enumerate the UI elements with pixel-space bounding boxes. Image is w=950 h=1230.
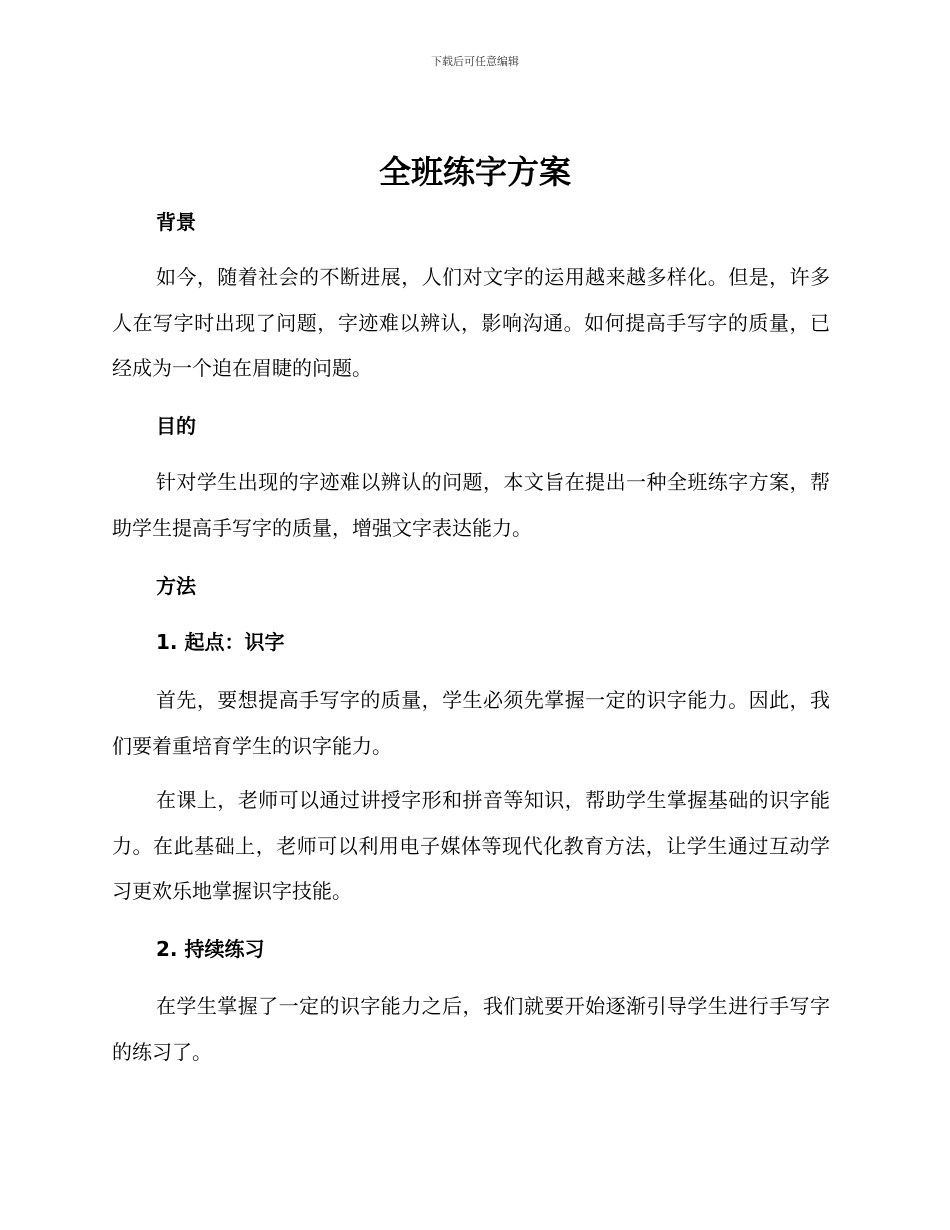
heading-purpose: 目的: [156, 414, 196, 438]
heading-method: 方法: [156, 574, 196, 598]
document-title: 全班练字方案: [378, 153, 571, 191]
header-note: 下载后可任意编辑: [431, 55, 519, 68]
paragraph-background: 如今，随着社会的不断进展，人们对文字的运用越来越多样化。但是，许多人在写字时出现了问题，字迹难以辨认，影响沟通。如何提高手写字的质量，已经成为一个迫在眉睫的问题。: [112, 265, 830, 380]
heading-step-1: 1. 起点：识字: [156, 630, 285, 654]
paragraph-step-2-a: 在学生掌握了一定的识字能力之后，我们就要开始逐渐引导学生进行手写字的练习了。: [112, 994, 830, 1064]
paragraph-purpose: 针对学生出现的字迹难以辨认的问题，本文旨在提出一种全班练字方案，帮助学生提高手写字的质量，增强文字表达能力。: [112, 470, 830, 540]
paragraph-step-1-b: 在课上，老师可以通过讲授字形和拼音等知识，帮助学生掌握基础的识字能力。在此基础上，老师可以利用电子媒体等现代化教育方法，让学生通过互动学习更欢乐地掌握识字技能。: [112, 788, 830, 903]
paragraph-step-1-a: 首先，要想提高手写字的质量，学生必须先掌握一定的识字能力。因此，我们要着重培育学生的识字能力。: [112, 688, 830, 758]
heading-step-2: 2. 持续练习: [156, 937, 265, 961]
heading-background: 背景: [156, 210, 196, 234]
